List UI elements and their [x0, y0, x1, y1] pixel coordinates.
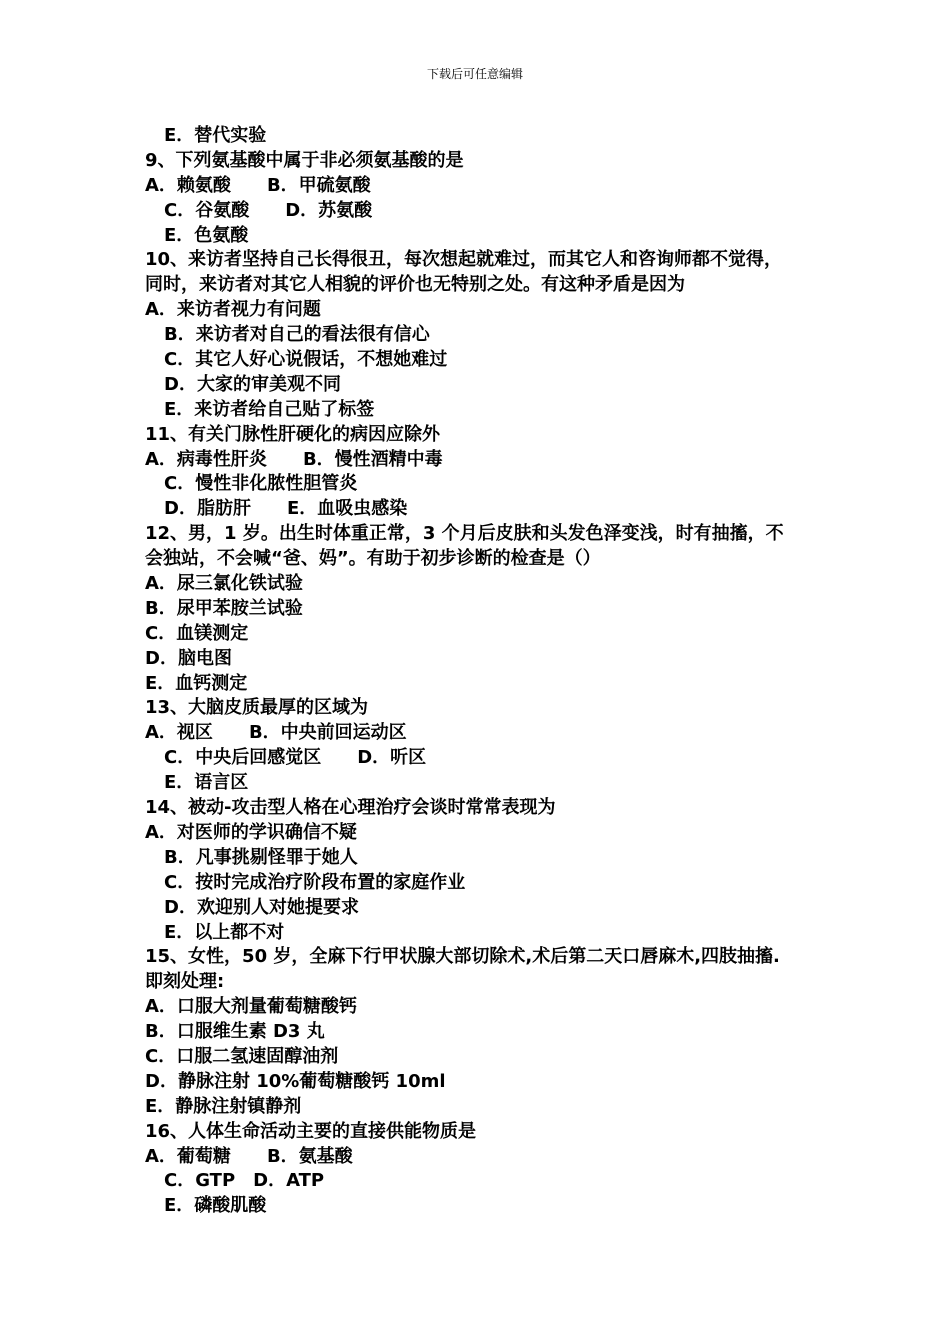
- option-line: C．血镁测定: [145, 622, 249, 644]
- option-line: A．病毒性肝炎 B．慢性酒精中毒: [145, 448, 443, 470]
- option-line: D．欢迎别人对她提要求: [164, 896, 359, 918]
- option-line: E．静脉注射镇静剂: [145, 1095, 302, 1117]
- question-10: 10、来访者坚持自己长得很丑，每次想起就难过，而其它人和咨询师都不觉得，: [145, 249, 783, 271]
- option-line: A．视区 B．中央前回运动区: [145, 722, 407, 744]
- question-12-cont: 会独站，不会喊“爸、妈”。有助于初步诊断的检查是（）: [145, 548, 601, 570]
- option-line: B．来访者对自己的看法很有信心: [164, 324, 430, 346]
- option-line: B．尿甲苯胺兰试验: [145, 597, 303, 619]
- option-line: D．静脉注射 10%葡萄糖酸钙 10ml: [145, 1070, 446, 1092]
- option-line: C．GTP D．ATP: [164, 1170, 325, 1192]
- option-line: E．磷酸肌酸: [164, 1195, 267, 1217]
- question-10-cont: 同时，来访者对其它人相貌的评价也无特别之处。有这种矛盾是因为: [145, 274, 685, 296]
- option-line: B．口服维生素 D3 丸: [145, 1021, 325, 1043]
- page-header: 下载后可任意编辑: [426, 67, 523, 81]
- option-line: A．对医师的学识确信不疑: [145, 821, 357, 843]
- option-line: E．色氨酸: [164, 224, 249, 246]
- question-16: 16、人体生命活动主要的直接供能物质是: [145, 1120, 477, 1142]
- question-15: 15、女性，50 岁，全麻下行甲状腺大部切除术,术后第二天口唇麻木,四肢抽搐.: [145, 946, 780, 968]
- option-line: E．血钙测定: [145, 672, 248, 694]
- option-line: C．中央后回感觉区 D．听区: [164, 747, 427, 769]
- option-line: A．尿三氯化铁试验: [145, 573, 303, 595]
- option-line: D．脂肪肝 E．血吸虫感染: [164, 498, 408, 520]
- question-11: 11、有关门脉性肝硬化的病因应除外: [145, 423, 441, 445]
- option-line: D．脑电图: [145, 647, 232, 669]
- question-15-cont: 即刻处理:: [145, 971, 225, 993]
- option-line: A．葡萄糖 B．氨基酸: [145, 1145, 353, 1167]
- option-line: A．赖氨酸 B．甲硫氨酸: [145, 174, 371, 196]
- option-line: C．口服二氢速固醇油剂: [145, 1045, 339, 1067]
- option-line: A．口服大剂量葡萄糖酸钙: [145, 996, 357, 1018]
- option-line: C．按时完成治疗阶段布置的家庭作业: [164, 871, 466, 893]
- question-12: 12、男，1 岁。出生时体重正常，3 个月后皮肤和头发色泽变浅，时有抽搐，不: [145, 523, 784, 545]
- question-9: 9、下列氨基酸中属于非必须氨基酸的是: [145, 149, 464, 171]
- option-line: C．其它人好心说假话，不想她难过: [164, 349, 448, 371]
- question-13: 13、大脑皮质最厚的区域为: [145, 697, 369, 719]
- document-body: [145, 124, 825, 1219]
- option-line: A．来访者视力有问题: [145, 299, 321, 321]
- option-line: E．替代实验: [164, 125, 267, 146]
- option-line: C．谷氨酸 D．苏氨酸: [164, 199, 373, 221]
- question-14: 14、被动-攻击型人格在心理治疗会谈时常常表现为: [145, 797, 556, 819]
- option-line: E．来访者给自己贴了标签: [164, 398, 375, 420]
- option-line: D．大家的审美观不同: [164, 373, 341, 395]
- option-line: E．以上都不对: [164, 921, 285, 943]
- option-line: E．语言区: [164, 772, 249, 794]
- option-line: B．凡事挑剔怪罪于她人: [164, 846, 358, 868]
- option-line: C．慢性非化脓性胆管炎: [164, 473, 358, 495]
